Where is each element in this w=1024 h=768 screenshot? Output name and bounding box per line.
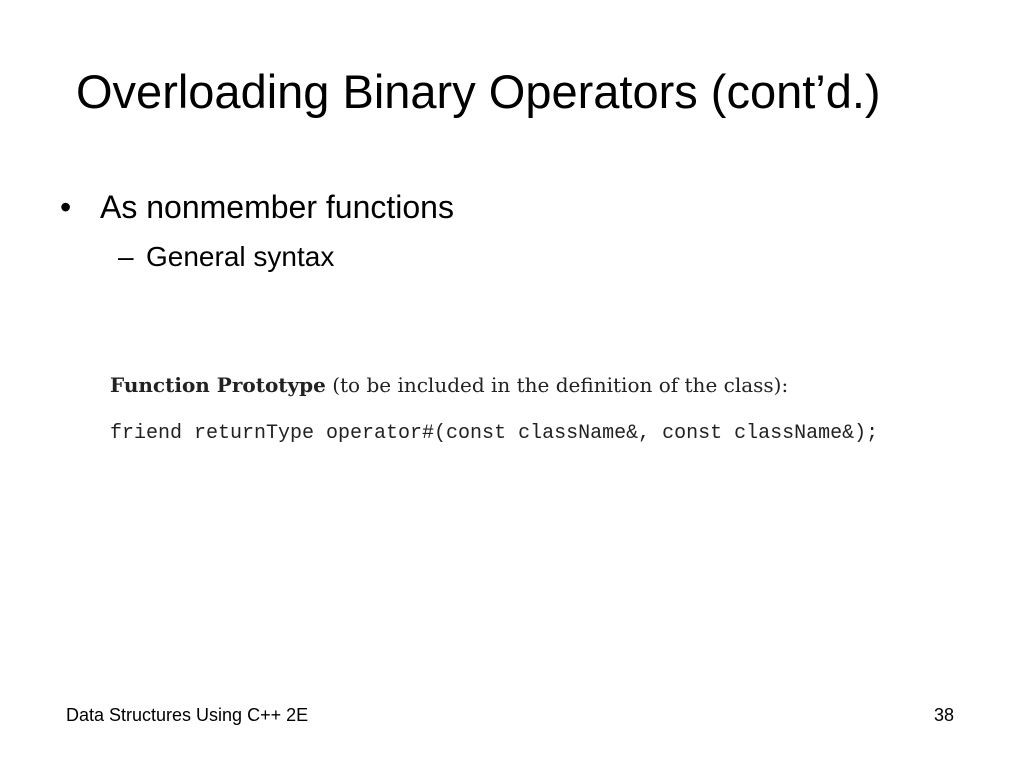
footer-course-title: Data Structures Using C++ 2E <box>66 705 309 725</box>
sub-bullet-text: General syntax <box>146 241 335 272</box>
prototype-label-rest: (to be included in the definition of the class): <box>325 373 789 397</box>
bullet-marker: • <box>60 189 72 225</box>
bullet-text: As nonmember functions <box>100 189 454 225</box>
sub-bullet-marker: – <box>118 241 134 272</box>
prototype-code: friend returnType operator#(const className&, const className&); <box>110 422 879 445</box>
sub-bullet-item <box>118 240 334 274</box>
slide-title: Overloading Binary Operators (cont’d.) <box>76 65 881 118</box>
prototype-label-bold: Function Prototype <box>110 373 326 397</box>
prototype-label <box>110 373 788 397</box>
bullet-item <box>60 188 454 226</box>
footer-page-number: 38 <box>934 705 955 725</box>
